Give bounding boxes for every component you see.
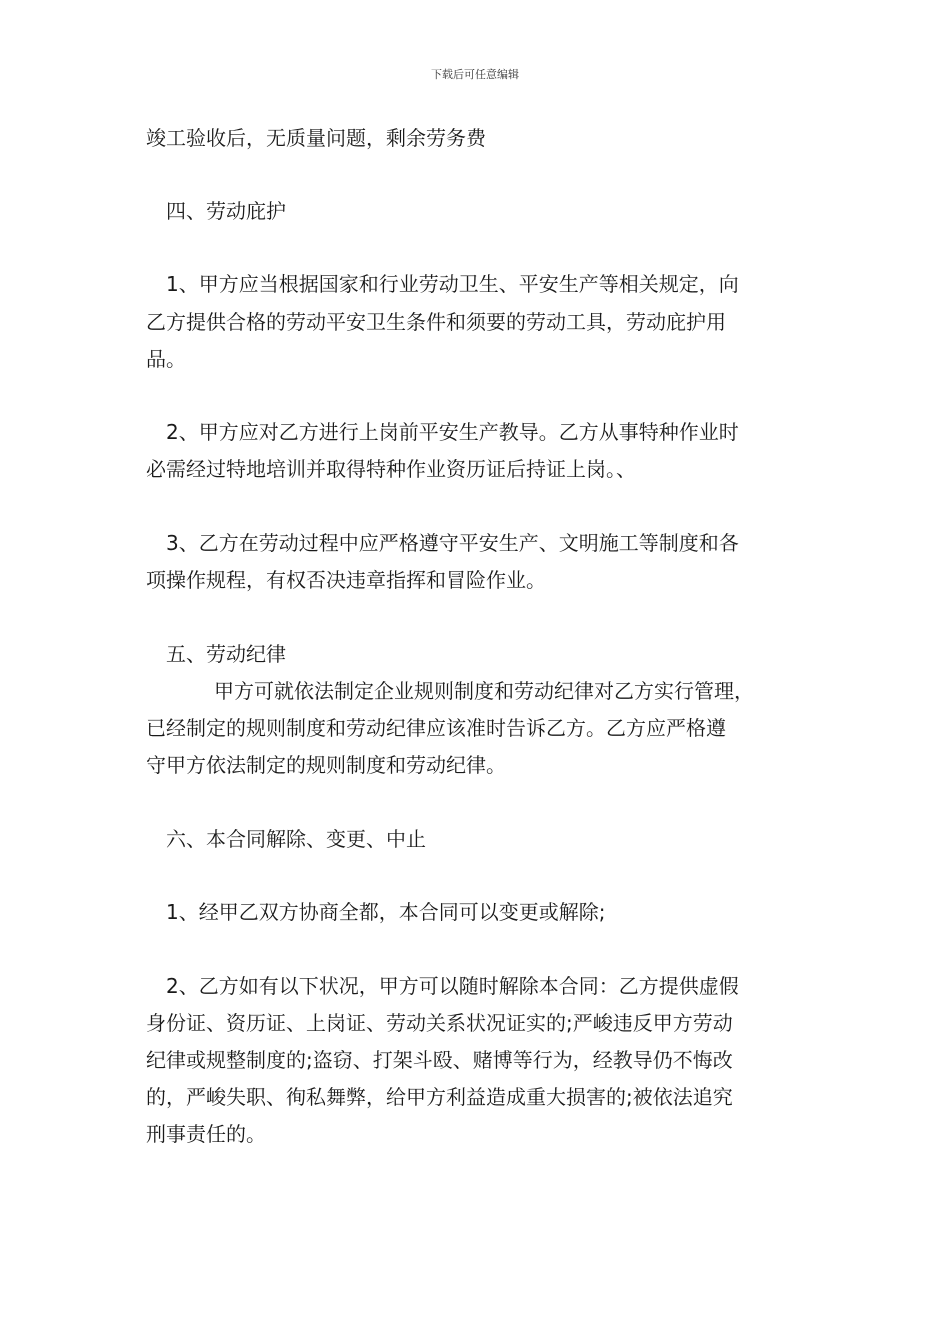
- clause-line: 身份证、资历证、上岗证、劳动关系状况证实的;严峻违反甲方劳动: [146, 1011, 733, 1035]
- section-heading-contract-termination: 六、本合同解除、变更、中止: [166, 827, 426, 851]
- paragraph-line: 甲方可就依法制定企业规则制度和劳动纪律对乙方实行管理，: [214, 679, 754, 703]
- clause-line: 2、甲方应对乙方进行上岗前平安生产教导。乙方从事特种作业时: [166, 420, 739, 444]
- paragraph-line: 已经制定的规则制度和劳动纪律应该准时告诉乙方。乙方应严格遵: [146, 716, 726, 740]
- clause-line: 品。: [146, 347, 186, 371]
- clause-line: 2、乙方如有以下状况，甲方可以随时解除本合同：乙方提供虚假: [166, 974, 739, 998]
- paragraph-line: 守甲方依法制定的规则制度和劳动纪律。: [146, 753, 506, 777]
- page-header-note: 下载后可任意编辑: [431, 68, 519, 81]
- clause-line: 项操作规程，有权否决违章指挥和冒险作业。: [146, 568, 546, 592]
- section-heading-labor-protection: 四、劳动庇护: [166, 199, 286, 223]
- clause-line: 1、甲方应当根据国家和行业劳动卫生、平安生产等相关规定，向: [166, 272, 739, 296]
- paragraph-line: 竣工验收后，无质量问题，剩余劳务费: [146, 126, 486, 150]
- clause-line: 纪律或规整制度的;盗窃、打架斗殴、赌博等行为，经教导仍不悔改: [146, 1048, 733, 1072]
- clause-line: 1、经甲乙双方协商全都，本合同可以变更或解除;: [166, 900, 606, 924]
- clause-line: 刑事责任的。: [146, 1122, 266, 1146]
- clause-line: 乙方提供合格的劳动平安卫生条件和须要的劳动工具，劳动庇护用: [146, 310, 726, 334]
- clause-line: 的，严峻失职、徇私舞弊，给甲方利益造成重大损害的;被依法追究: [146, 1085, 733, 1109]
- clause-line: 3、乙方在劳动过程中应严格遵守平安生产、文明施工等制度和各: [166, 531, 739, 555]
- clause-line: 必需经过特地培训并取得特种作业资历证后持证上岗。、: [146, 457, 636, 481]
- section-heading-labor-discipline: 五、劳动纪律: [166, 642, 286, 666]
